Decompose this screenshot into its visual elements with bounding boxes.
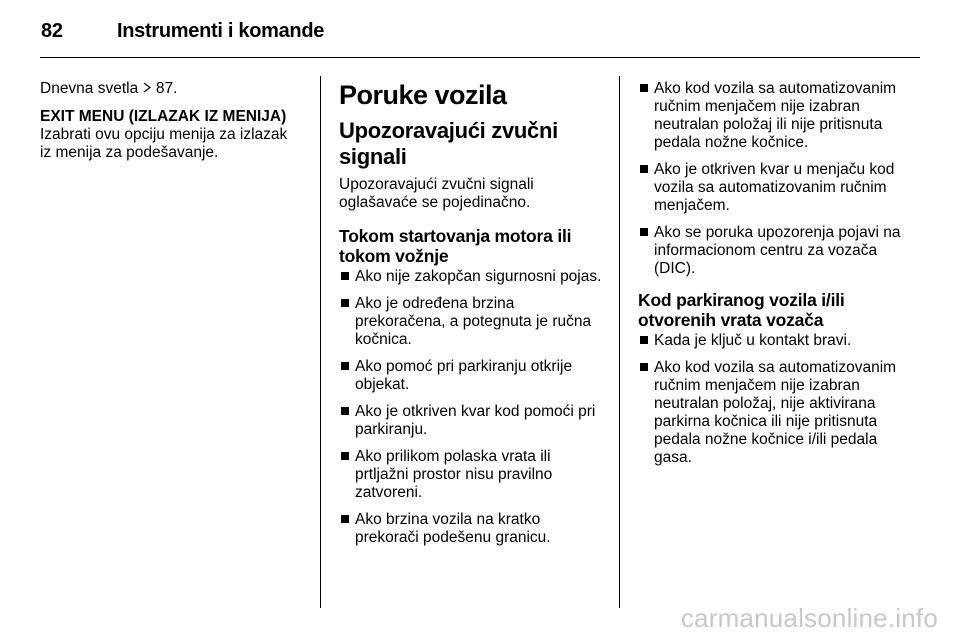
list-item: Ako prilikom polaska vrata ili prtljažni prostor nisu pravilno zatvoreni. <box>339 448 605 502</box>
page-number: 82 <box>41 20 63 42</box>
chapter-title: Instrumenti i komande <box>117 20 325 42</box>
list-item: Ako pomoć pri parkiranju otkrije objekat. <box>339 358 605 394</box>
column-3 <box>638 80 906 476</box>
section-title: Poruke vozila <box>339 80 507 110</box>
column-1 <box>40 80 302 162</box>
daylight-reference[interactable] <box>40 80 302 98</box>
page-header <box>41 20 325 48</box>
list-item: Ako nije zakopčan sigurnosni pojas. <box>339 268 605 286</box>
list-item: Ako je otkriven kvar kod pomoći pri parkiranju. <box>339 403 605 439</box>
daylight-page-ref: 87. <box>155 80 178 97</box>
list-item: Kada je ključ u kontakt bravi. <box>638 332 906 350</box>
column-divider-2 <box>619 76 620 608</box>
intro-text: Upozoravajući zvučni signali oglašavaće se pojedinačno. <box>339 176 534 211</box>
daylight-text: Dnevna svetla <box>40 80 139 97</box>
column-2 <box>339 80 605 556</box>
parked-warnings-list <box>638 332 906 467</box>
list-item: Ako brzina vozila na kratko prekorači podešenu granicu. <box>339 511 605 547</box>
transmission-warnings-list <box>638 80 906 278</box>
list-item: Ako kod vozila sa automatizovanim ručnim menjačem nije izabran neutralan položaj, nije aktivirana parkirna kočnica ili nije pritisnuta pedala nožne kočnice i/ili pedala gasa. <box>638 359 906 467</box>
exit-menu-heading: EXIT MENU (IZLAZAK IZ MENIJA) <box>40 108 287 125</box>
section-subtitle: Upozoravajući zvučni signali <box>339 118 558 169</box>
column-divider-1 <box>320 76 321 608</box>
page-reference-arrow-icon <box>143 80 152 98</box>
exit-menu-text: Izabrati ovu opciju menija za izlazak iz menija za podešavanje. <box>40 126 288 161</box>
subsection-heading-parked: Kod parkiranog vozila i/ili otvorenih vrata vozača <box>638 290 845 330</box>
subsection-heading-driving: Tokom startovanja motora ili tokom vožnje <box>339 226 572 266</box>
driving-warnings-list <box>339 268 605 547</box>
header-rule <box>40 57 920 58</box>
list-item: Ako je određena brzina prekoračena, a potegnuta je ručna kočnica. <box>339 295 605 349</box>
list-item: Ako kod vozila sa automatizovanim ručnim menjačem nije izabran neutralan položaj ili nije pritisnuta pedala nožne kočnice. <box>638 80 906 152</box>
list-item: Ako je otkriven kvar u menjaču kod vozila sa automatizovanim ručnim menjačem. <box>638 161 906 215</box>
list-item: Ako se poruka upozorenja pojavi na informacionom centru za vozača (DIC). <box>638 224 906 278</box>
watermark: carmanualsonline.info <box>680 603 938 633</box>
